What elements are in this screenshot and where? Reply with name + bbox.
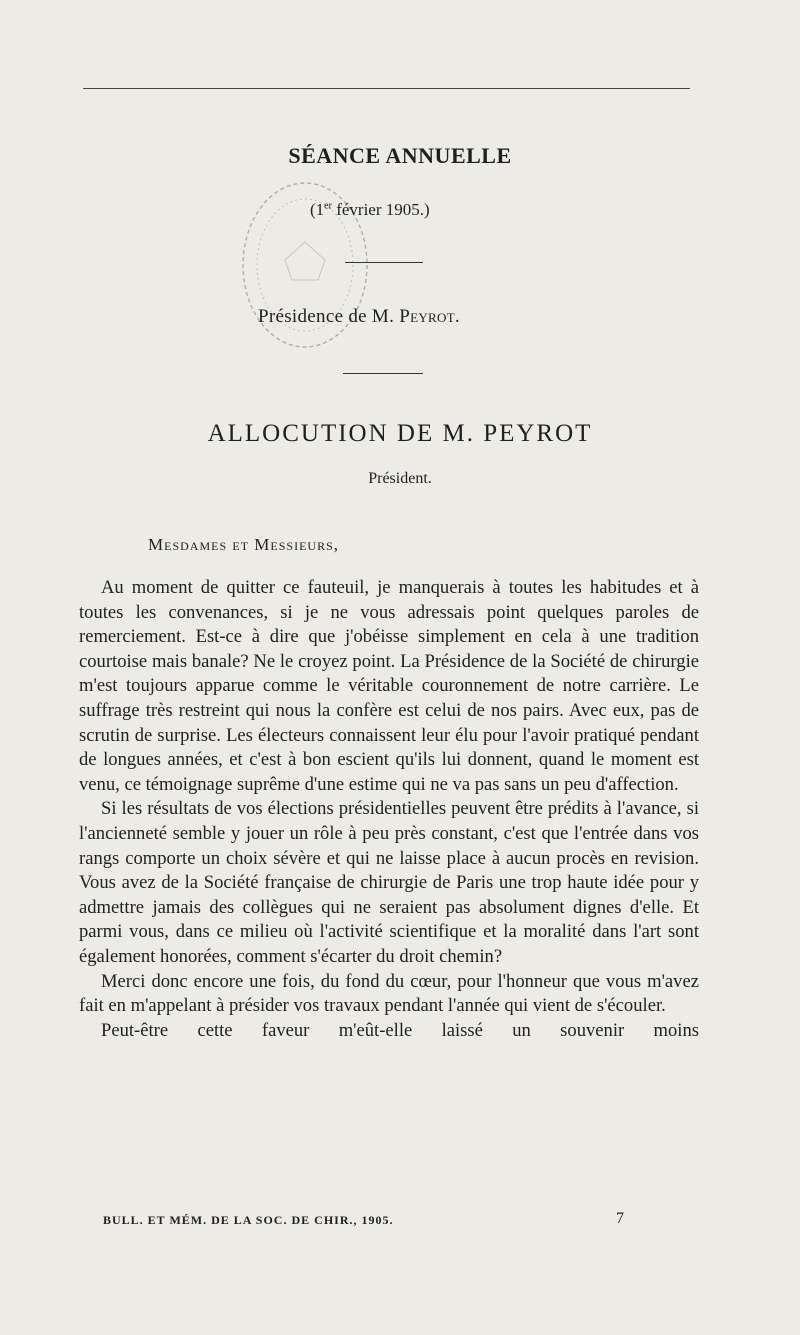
paragraph: Merci donc encore une fois, du fond du cœur, pour l'honneur que vous m'avez fait en m'appelant à présider vos travaux pendant l'année qui vient de s'écouler. — [79, 970, 699, 1017]
paragraph: Au moment de quitter ce fauteuil, je manquerais à toutes les habitudes et à toutes les convenances, si je ne vous adressais point quelques paroles de remerciement. Est-ce à dire que j'obéisse simplement en cela à une tradition courtoise mais banale? Ne le croyez point. La Présidence de la Société de chirurgie m'est toujours apparue comme le véritable couronnement de notre carrière. Le suffrage très restreint qui nous la confère est celui de nos pairs. Avec eux, pas de scrutin de surprise. Les électeurs connaissent leur élu pour l'avoir pratiqué pendant de longues années, et c'est à bon escient qu'ils lui donnent, quand le moment est venu, ce témoignage suprême d'une estime qui ne va pas sans un peu d'affection. — [79, 577, 699, 795]
salutation: Mesdames et Messieurs, — [148, 535, 339, 554]
page-number: 7 — [616, 1210, 624, 1227]
date-sup: er — [324, 200, 332, 212]
article-title: ALLOCUTION DE M. PEYROT — [207, 420, 593, 447]
article-subtitle: Président. — [368, 470, 432, 487]
presidence-name: Peyrot. — [399, 306, 460, 327]
paragraph: Si les résultats de vos élections présidentielles peuvent être prédits à l'avance, si l'ancienneté semble y jouer un rôle à peu près constant, c'est que l'entrée dans vos rangs comporte un choix sévère et qui ne laisse place à aucun procès en revision. Vous avez de la Société française de chirurgie de Paris une trop haute idée pour y admettre jamais des collègues qui ne seraient pas absolument dignes d'elle. Et parmi vous, dans ce milieu où l'activité scientifique et la moralité dans l'art sont également honorées, comment s'écarter du droit chemin? — [79, 798, 699, 967]
presidence-line — [258, 306, 460, 328]
footer-source: BULL. ET MÉM. DE LA SOC. DE CHIR., 1905. — [103, 1213, 394, 1227]
top-rule — [83, 88, 690, 89]
rule-after-date — [345, 262, 423, 263]
date-rest: février 1905.) — [331, 200, 430, 219]
paragraph: Peut-être cette faveur m'eût-elle laissé un souvenir moins — [101, 1019, 699, 1041]
session-title: SÉANCE ANNUELLE — [288, 143, 512, 168]
date-prefix: (1 — [310, 200, 325, 219]
article-body — [79, 576, 699, 1043]
presidence-label: Présidence de M. — [258, 306, 400, 327]
session-date — [310, 200, 430, 220]
rule-after-presidence — [343, 373, 423, 374]
